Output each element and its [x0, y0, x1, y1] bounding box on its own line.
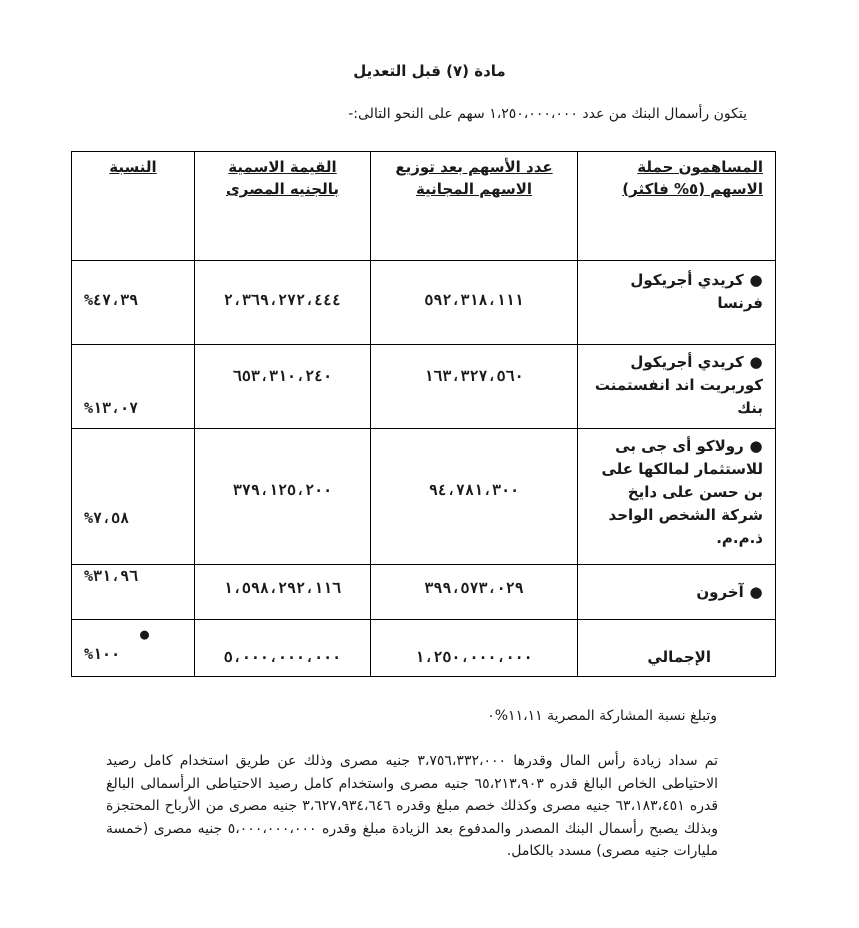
shareholders-table [71, 151, 776, 677]
table-row [72, 261, 776, 345]
egyptian-share-summary: وتبلغ نسبة المشاركة المصرية ١١،١١%٠ [487, 708, 717, 724]
header-shareholders: المساهمون حملة الاسهم (٥% فاكثر) [578, 152, 776, 261]
shareholder-name-cell [578, 565, 776, 620]
shareholder-name-cell [578, 345, 776, 429]
shareholder-name: كريدي أجريكول فرنسا [630, 271, 763, 312]
total-ratio: %١٠٠ [84, 645, 121, 663]
ratio-cell: %٧،٥٨ [72, 429, 195, 565]
header-ratio: النسبة [72, 152, 195, 261]
shareholder-name: رولاكو أى جى بى للاستثمار لمالكها على بن حسن على دايخ شركة الشخص الواحد ذ.م.م. [601, 437, 763, 547]
total-share-count: ١،٢٥٠،٠٠٠،٠٠٠ [371, 620, 578, 677]
nominal-value-cell: ٢،٣٦٩،٢٧٢،٤٤٤ [195, 261, 371, 345]
nominal-value-cell: ١،٥٩٨،٢٩٢،١١٦ [195, 565, 371, 620]
share-count-cell: ١٦٣،٣٢٧،٥٦٠ [371, 345, 578, 429]
capital-increase-paragraph: تم سداد زيادة رأس المال وقدرها ٣،٧٥٦،٣٣٢،٠٠٠ جنيه مصرى وذلك عن طريق استخدام كامل رصيد الاحتياطى الخاص البالغ قدره ٦٥،٢١٣،٩٠٣ جنيه مصرى واستخدام كامل رصيد الاحتياطى الرأسمالى البالغ قدره ٦٣،١٨٣،٤٥١ جنيه مصرى وكذلك خصم مبلغ وقدره ٣،٦٢٧،٩٣٤،٦٤٦ جنيه مصرى من الأرباح المحتجزة وبذلك يصبح رأسمال البنك المصدر والمدفوع بعد الزيادة مبلغ وقدره ٥،٠٠٠،٠٠٠،٠٠٠ جنيه مصرى (خمسة مليارات جنيه مصرى) مسدد بالكامل. [106, 753, 719, 859]
share-count-cell: ٩٤،٧٨١،٣٠٠ [371, 429, 578, 565]
share-count-cell: ٥٩٢،٣١٨،١١١ [371, 261, 578, 345]
table-total-row [72, 620, 776, 677]
ratio-cell: %١٣،٠٧ [72, 345, 195, 429]
bullet-icon: ● [749, 271, 763, 289]
total-label: الإجمالي [578, 620, 776, 677]
bullet-icon: ● [749, 437, 763, 455]
intro-text: يتكون رأسمال البنك من عدد ١،٢٥٠،٠٠٠،٠٠٠ سهم على النحو التالى:- [348, 106, 747, 122]
total-ratio-cell [72, 620, 195, 677]
shareholder-name: آخرون [696, 583, 744, 601]
table-row [72, 345, 776, 429]
shareholder-name: كريدي أجريكول كوربريت اند انفستمنت بنك [594, 353, 763, 417]
bullet-icon: ● [749, 583, 763, 601]
nominal-value-cell: ٦٥٣،٣١٠،٢٤٠ [195, 345, 371, 429]
bullet-icon: ● [749, 353, 763, 371]
ratio-cell: %٣١،٩٦ [72, 565, 195, 620]
table-row [72, 565, 776, 620]
table-row [72, 429, 776, 565]
nominal-value-cell: ٣٧٩،١٢٥،٢٠٠ [195, 429, 371, 565]
ratio-cell: %٤٧،٣٩ [72, 261, 195, 345]
header-nominal-value: القيمة الاسمية بالجنيه المصرى [195, 152, 371, 261]
shareholder-name-cell [578, 429, 776, 565]
table-header-row [72, 152, 776, 261]
share-count-cell: ٣٩٩،٥٧٣،٠٢٩ [371, 565, 578, 620]
total-nominal-value: ٥،٠٠٠،٠٠٠،٠٠٠ [195, 620, 371, 677]
header-share-count: عدد الأسهم بعد توزيع الاسهم المجانية [371, 152, 578, 261]
article-title: مادة (٧) قبل التعديل [353, 62, 506, 80]
shareholder-name-cell [578, 261, 776, 345]
bullet-icon: ● [140, 625, 152, 643]
